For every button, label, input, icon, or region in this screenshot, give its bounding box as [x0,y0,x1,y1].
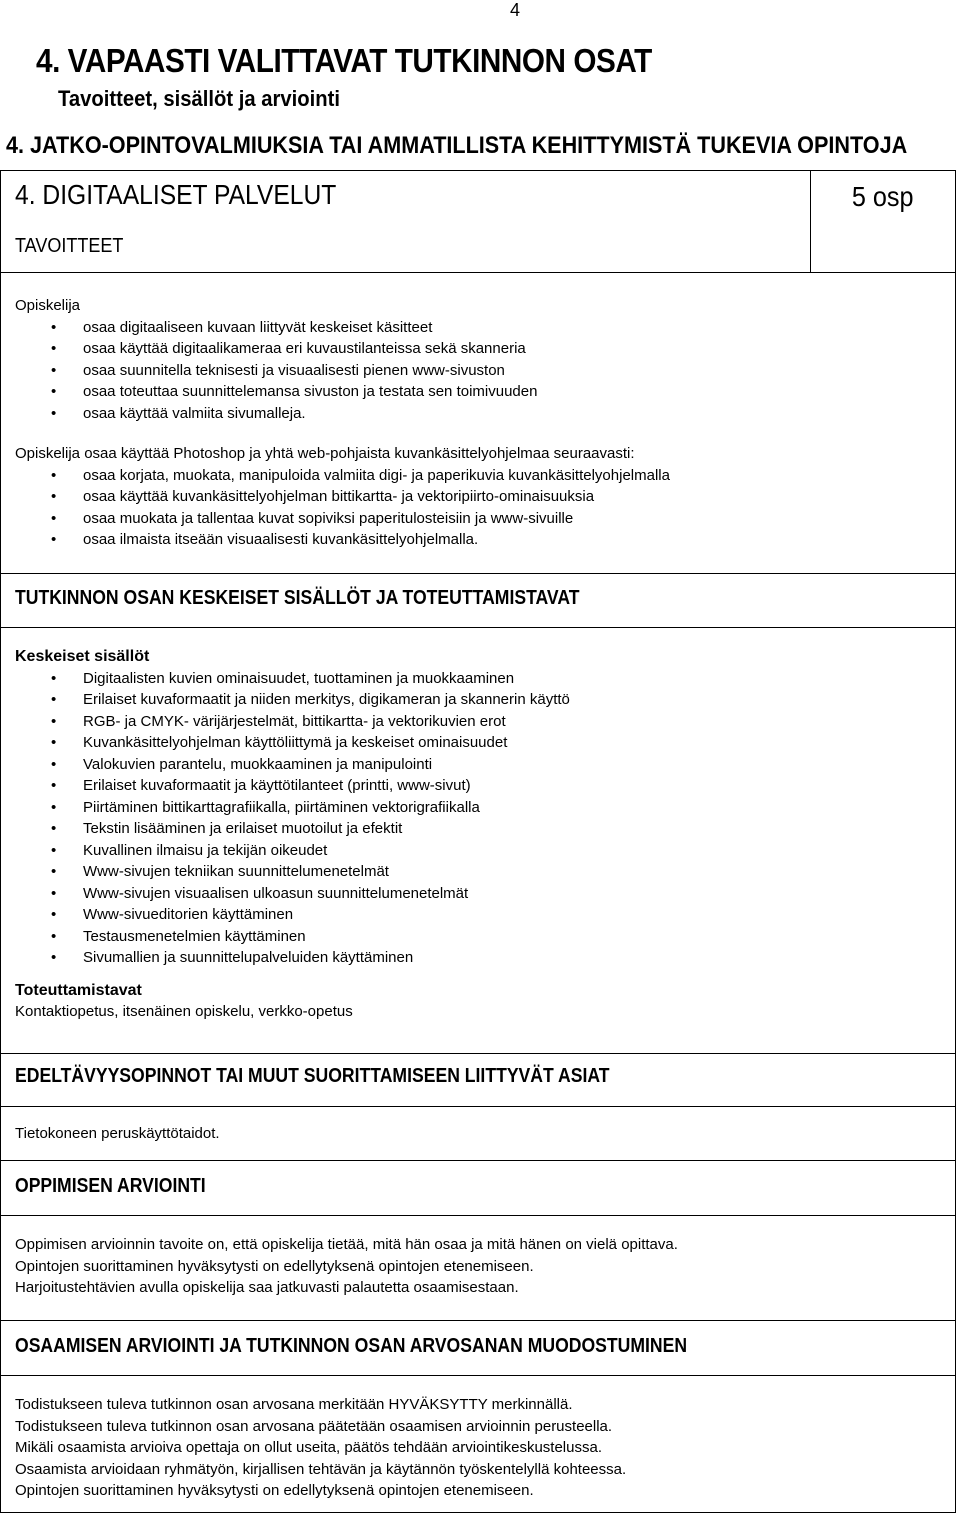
list-item: • Valokuvien parantelu, muokkaaminen ja manipulointi [15,754,955,776]
list-item: • RGB- ja CMYK- värijärjestelmät, bittikartta- ja vektorikuvien erot [15,711,955,733]
grading-line: Opintojen suorittaminen hyväksytysti on edellytyksenä opintojen etenemiseen. [15,1482,534,1499]
grading-section [1,1376,955,1513]
assessment-line: Oppimisen arvioinnin tavoite on, että opiskelija tietää, mitä hän osaa ja mitä hänen on vielä opittava. [15,1236,678,1253]
list-item: • Piirtäminen bittikarttagrafiikalla, piirtäminen vektorigrafiikalla [15,797,955,819]
list-item: • Www-sivueditorien käyttäminen [15,904,955,926]
assessment-line: Opintojen suorittaminen hyväksytysti on edellytyksenä opintojen etenemiseen. [15,1257,534,1275]
list-item: • Kuvallinen ilmaisu ja tekijän oikeudet [15,840,955,862]
grading-line: Todistukseen tuleva tutkinnon osan arvosana päätetään osaamisen arvioinnin perusteella. [15,1417,613,1435]
list-item: • Kuvankäsittelyohjelman käyttöliittymä ja keskeiset ominaisuudet [15,732,955,754]
list-item: • osaa suunnitella teknisesti ja visuaalisesti pienen www-sivuston [15,360,955,382]
list-item: • Tekstin lisääminen ja erilaiset muotoilut ja efektit [15,818,955,840]
grading-line: Mikäli osaamista arvioiva opettaja on ollut useita, päätös tehdään arviointikeskustelussa. [15,1439,602,1456]
list-item: • osaa käyttää digitaalikameraa eri kuvaustilanteissa sekä skanneria [15,338,955,360]
page-subtitle: Tavoitteet, sisällöt ja arviointi [58,86,340,111]
prereq-title: EDELTÄVYYSOPINNOT TAI MUUT SUORITTAMISEEN LIITTYVÄT ASIAT [15,1065,610,1087]
goals-list-2 [15,465,955,551]
grading-line: Osaamista arvioidaan ryhmätyön, kirjallisen tehtävän ja käytännön työskentelyllä kohteessa. [15,1460,627,1478]
page-number: 4 [509,0,520,20]
key-contents-label: Keskeiset sisällöt [15,648,150,665]
goals-label: TAVOITTEET [15,235,124,257]
list-item: • osaa muokata ja tallentaa kuvat sopiviksi paperitulosteisiin ja www-sivuille [15,508,955,530]
list-item: • osaa digitaaliseen kuvaan liittyvät keskeiset käsitteet [15,317,955,339]
methods-text: Kontaktiopetus, itsenäinen opiskelu, verkko-opetus [15,1003,353,1020]
goals-intro-2: Opiskelija osaa käyttää Photoshop ja yhtä web-pohjaista kuvankäsittelyohjelmaa seuraavasti: [15,445,635,462]
grading-title-row [1,1321,955,1376]
list-item: • Digitaalisten kuvien ominaisuudet, tuottaminen ja muokkaaminen [15,668,955,690]
assessment-section [1,1216,955,1321]
list-item: • osaa korjata, muokata, manipuloida valmiita digi- ja paperikuvia kuvankäsittelyohjelmalla [15,465,955,487]
contents-title: TUTKINNON OSAN KESKEISET SISÄLLÖT JA TOTEUTTAMISTAVAT [15,587,580,609]
list-item: • Testausmenetelmien käyttäminen [15,926,955,948]
list-item: • osaa ilmaista itseään visuaalisesti kuvankäsittelyohjelmalla. [15,529,955,551]
module-title-row [1,171,955,273]
assessment-title: OPPIMISEN ARVIOINTI [15,1175,206,1197]
goals-section [1,273,955,574]
list-item: • osaa toteuttaa suunnittelemansa sivuston ja testata sen toimivuuden [15,381,955,403]
contents-title-row [1,574,955,628]
grading-line: Todistukseen tuleva tutkinnon osan arvosana merkitään HYVÄKSYTTY merkinnällä. [15,1396,573,1413]
goals-intro: Opiskelija [15,297,81,314]
section-heading: 4. JATKO-OPINTOVALMIUKSIA TAI AMMATILLISTA KEHITTYMISTÄ TUKEVIA OPINTOJA [6,132,908,159]
list-item: • osaa käyttää valmiita sivumalleja. [15,403,955,425]
prereq-title-row [1,1054,955,1107]
prereq-text: Tietokoneen peruskäyttötaidot. [15,1125,220,1142]
contents-list [15,668,955,969]
goals-list [15,317,955,425]
assessment-line: Harjoitustehtävien avulla opiskelija saa jatkuvasti palautetta osaamisestaan. [15,1279,519,1296]
methods-label: Toteuttamistavat [15,981,142,999]
list-item: • Www-sivujen tekniikan suunnittelumenetelmät [15,861,955,883]
assessment-title-row [1,1161,955,1216]
grading-title: OSAAMISEN ARVIOINTI JA TUTKINNON OSAN ARVOSANAN MUODOSTUMINEN [15,1335,688,1357]
module-table [0,170,956,1513]
module-credits: 5 osp [851,181,913,212]
page-title: 4. VAPAASTI VALITTAVAT TUTKINNON OSAT [36,42,652,79]
list-item: • Sivumallien ja suunnittelupalveluiden käyttäminen [15,947,955,969]
prereq-section [1,1107,955,1161]
list-item: • osaa käyttää kuvankäsittelyohjelman bittikartta- ja vektoripiirto-ominaisuuksia [15,486,955,508]
list-item: • Www-sivujen visuaalisen ulkoasun suunnittelumenetelmät [15,883,955,905]
list-item: • Erilaiset kuvaformaatit ja niiden merkitys, digikameran ja skannerin käyttö [15,689,955,711]
contents-section [1,628,955,1054]
list-item: • Erilaiset kuvaformaatit ja käyttötilanteet (printti, www-sivut) [15,775,955,797]
module-title: 4. DIGITAALISET PALVELUT [15,179,337,210]
